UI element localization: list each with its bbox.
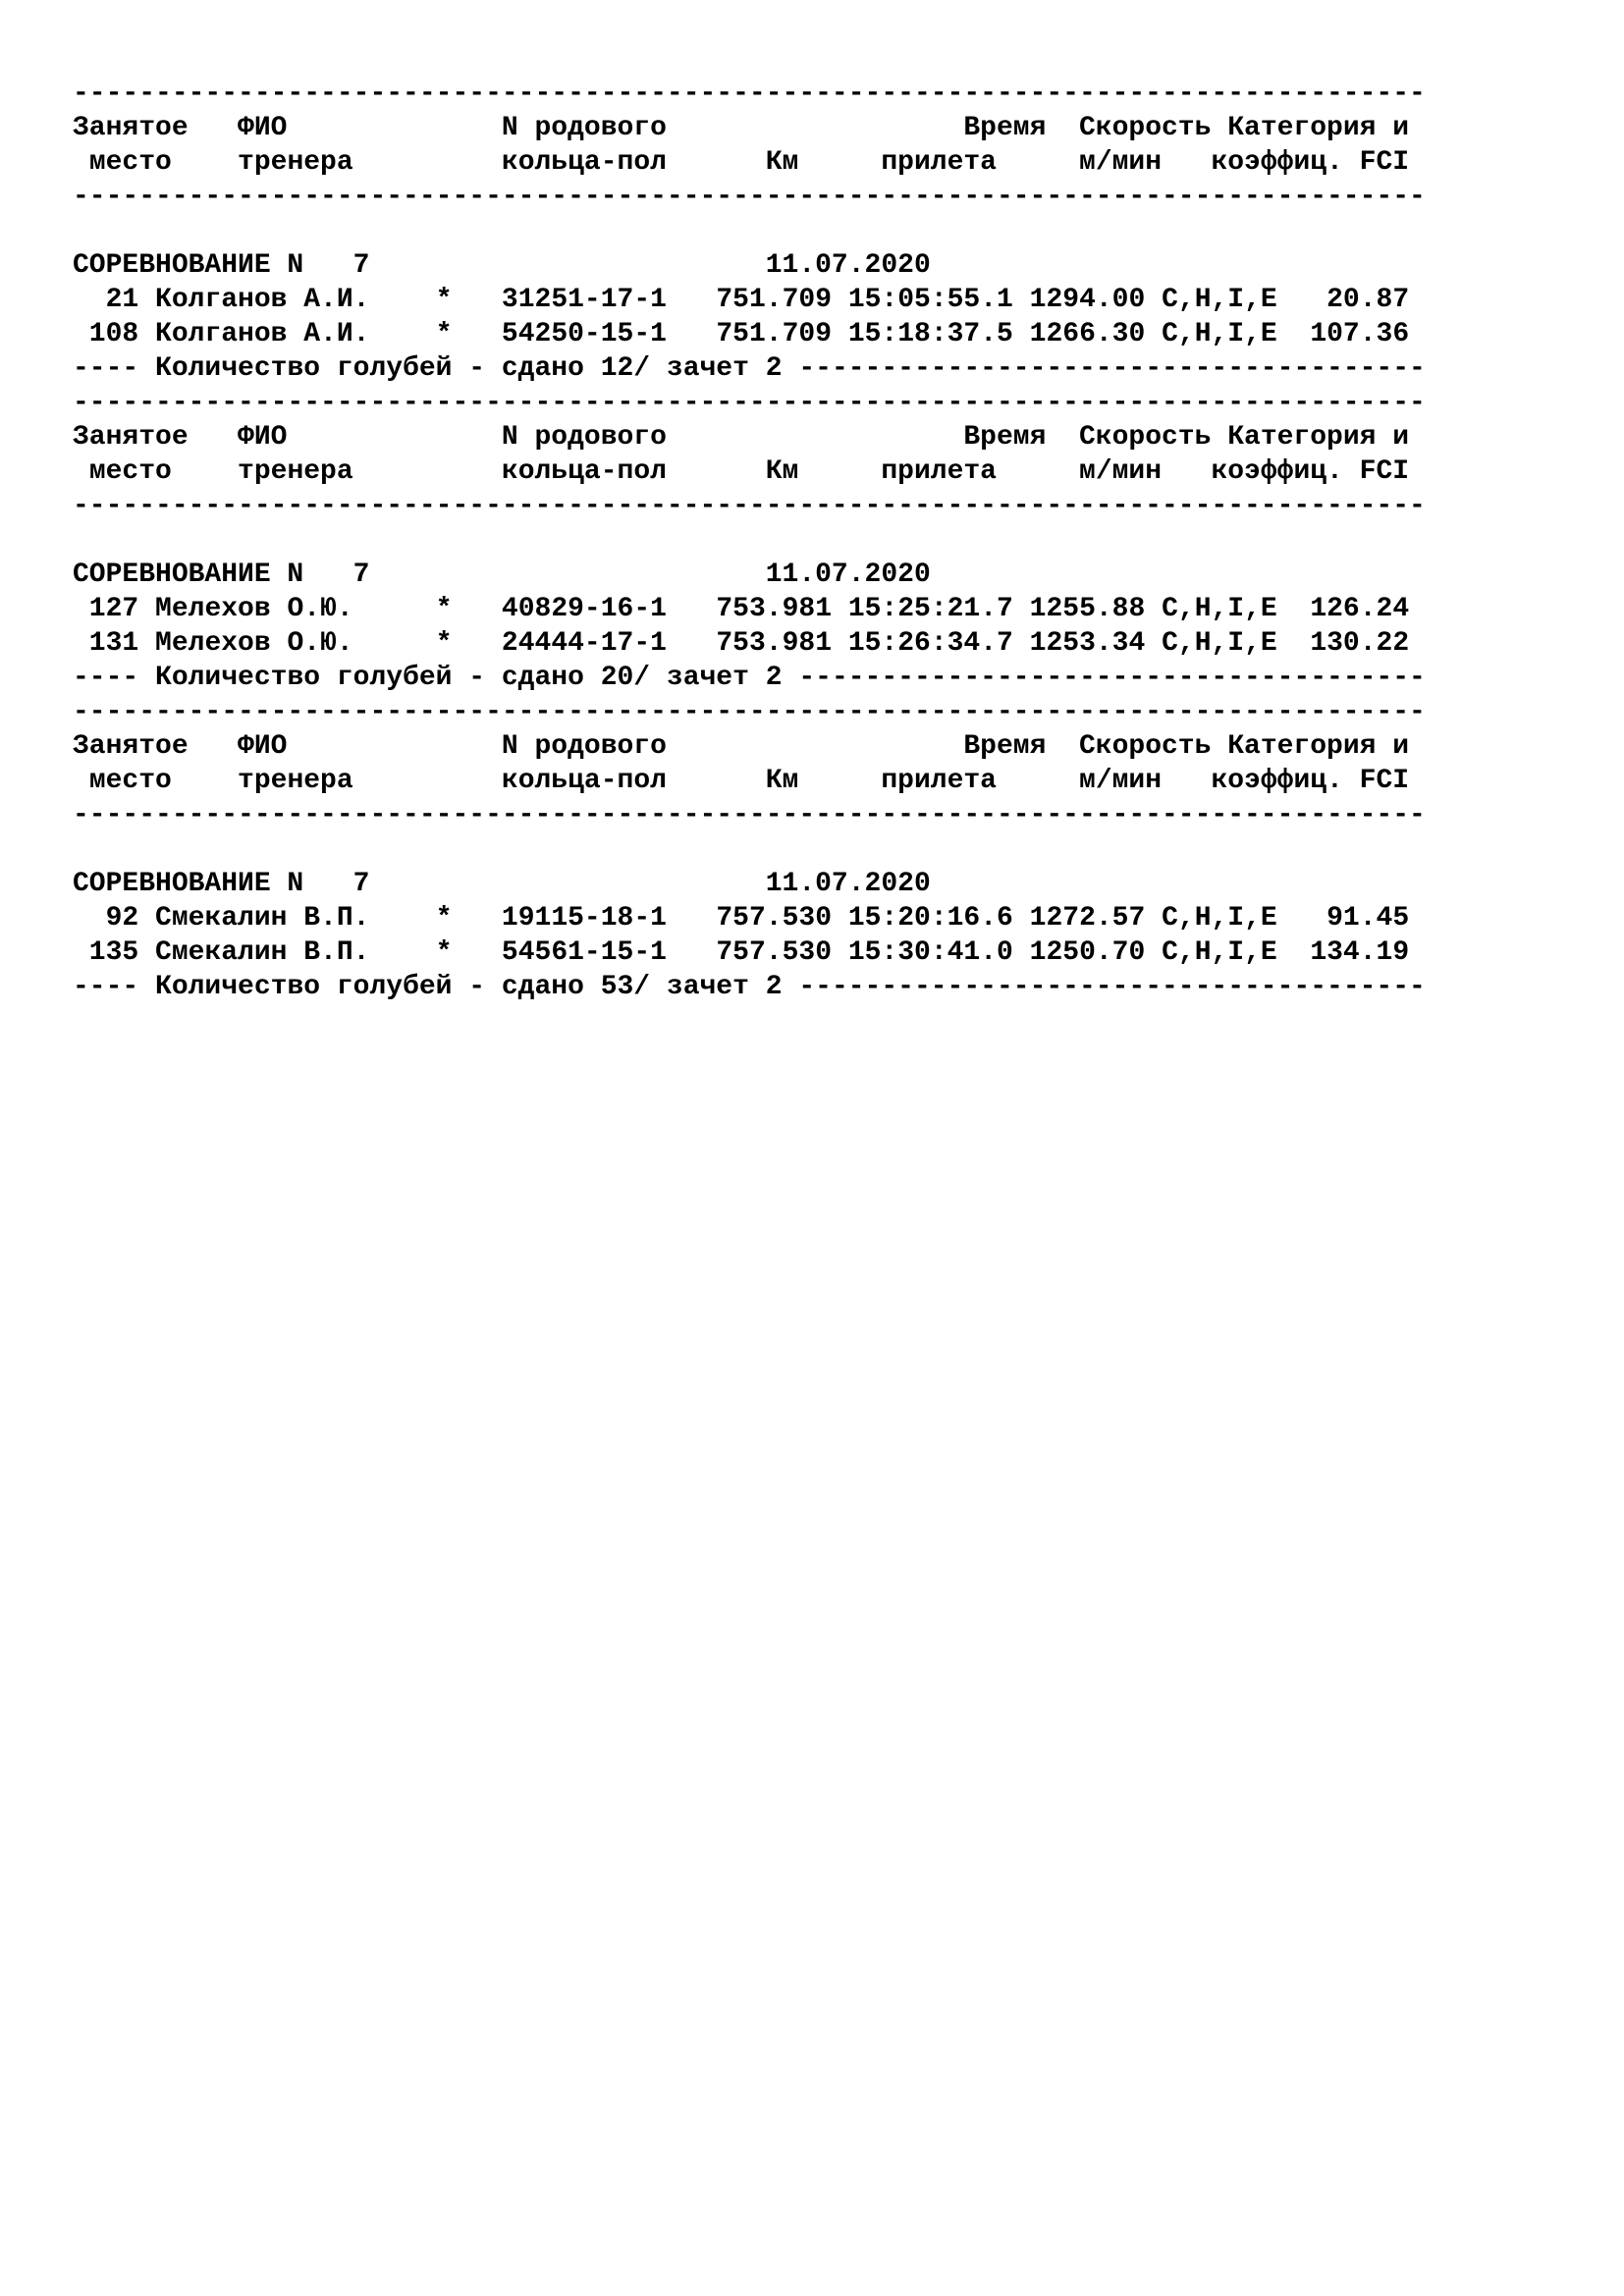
place-cell: 131 [73,628,139,659]
header-km: Км [765,766,882,796]
spacer [1013,594,1030,624]
competition-date: 11.07.2020 [765,869,931,899]
header-fci: FCI [1359,766,1410,796]
ring-cell: 31251-17-1 [501,285,667,315]
header-time: Время [881,422,1047,453]
summary-line [73,970,1555,1004]
time-cell: 15:26:34.7 [847,628,1013,659]
place-cell: 127 [73,594,139,624]
spacer [1145,319,1162,349]
header-name-2: тренера [238,766,502,796]
header-time-2: прилета [881,456,1063,487]
separator-line: ---------------------------------------------------------------------------------- [73,79,1426,109]
km-cell: 757.530 [716,903,832,934]
category-cell: C,H,I,E [1162,594,1277,624]
competition-date: 11.07.2020 [765,250,931,281]
spacer: ---- [73,663,156,693]
spacer [766,422,882,453]
spacer [138,628,155,659]
spacer [1013,628,1030,659]
speed-cell: 1266.30 [1029,319,1146,349]
separator-line: ---------------------------------------------------------------------------------- [73,491,1426,521]
spacer: ---- [73,353,156,384]
place-cell: 92 [73,903,139,934]
fci-cell: 130.22 [1276,628,1410,659]
header-place-2: место [88,147,222,178]
spacer [1145,937,1162,968]
time-cell: 15:20:16.6 [847,903,1013,934]
category-cell: C,H,I,E [1162,285,1277,315]
competition-name: СОРЕВНОВАНИЕ N 7 [73,869,766,899]
mark-cell: * [435,903,453,934]
spacer [766,113,882,143]
column-header-row-1 [73,111,1555,145]
spacer [221,147,238,178]
header-fci: FCI [1359,147,1410,178]
fci-cell: 134.19 [1276,937,1410,968]
ring-cell: 19115-18-1 [501,903,667,934]
spacer [667,628,716,659]
header-place-2: место [88,456,222,487]
ring-cell: 54250-15-1 [501,319,667,349]
header-place: Занятое [73,422,239,453]
mark-cell: * [435,594,453,624]
competition-name: СОРЕВНОВАНИЕ N 7 [73,560,766,590]
spacer [138,903,155,934]
spacer [667,594,716,624]
header-category: Категория и [1227,731,1410,762]
ring-cell: 24444-17-1 [501,628,667,659]
competition-date: 11.07.2020 [765,560,931,590]
header-fci: FCI [1359,456,1410,487]
trainer-name-cell: Колганов А.И. [155,319,436,349]
result-row [73,901,1555,935]
speed-cell: 1250.70 [1029,937,1146,968]
spacer [73,456,89,487]
spacer [453,285,502,315]
spacer [1062,766,1079,796]
header-category: Категория и [1227,113,1410,143]
header-speed-2: м/мин [1079,456,1212,487]
speed-cell: 1294.00 [1029,285,1146,315]
result-row [73,283,1555,317]
summary-line [73,661,1555,695]
header-ring-2: кольца-пол [501,766,766,796]
trainer-name-cell: Смекалин В.П. [155,903,436,934]
spacer [667,903,716,934]
spacer [766,731,882,762]
header-category: Категория и [1227,422,1410,453]
column-header-row-2 [73,145,1555,180]
header-time: Время [881,113,1047,143]
separator-line: ---------------------------------------------------------------------------------- [73,697,1426,727]
summary-line [73,351,1555,386]
spacer [1062,147,1079,178]
result-row [73,935,1555,970]
spacer [1013,285,1030,315]
speed-cell: 1272.57 [1029,903,1146,934]
header-place: Занятое [73,113,239,143]
fci-cell: 126.24 [1276,594,1410,624]
spacer [453,628,502,659]
category-cell: C,H,I,E [1162,319,1277,349]
fci-cell: 91.45 [1276,903,1410,934]
summary-text: Количество голубей - сдано 12/ зачет 2 [155,353,783,384]
header-name-2: тренера [238,147,502,178]
header-ring: N родового [501,422,766,453]
separator-line: ---------------------------------------------------------------------------------- [73,800,1426,830]
header-speed-2: м/мин [1079,766,1212,796]
mark-cell: * [435,628,453,659]
speed-cell: 1253.34 [1029,628,1146,659]
place-cell: 21 [73,285,139,315]
result-row [73,317,1555,351]
column-header-row-2 [73,764,1555,798]
mark-cell: * [435,285,453,315]
header-speed: Скорость [1078,113,1228,143]
summary-text: Количество голубей - сдано 53/ зачет 2 [155,972,783,1002]
km-cell: 751.709 [716,319,832,349]
spacer [138,594,155,624]
result-row [73,626,1555,661]
competition-title [73,558,1555,592]
results-report [73,77,1555,1004]
header-ring: N родового [501,113,766,143]
separator-line: ---------------------------------------------------------------------------------- [73,182,1426,212]
column-header-row-2 [73,454,1555,489]
header-time: Время [881,731,1047,762]
header-time-2: прилета [881,147,1063,178]
spacer [1013,937,1030,968]
header-category-2: коэффиц. [1211,456,1360,487]
column-header-row-1 [73,729,1555,764]
spacer [667,937,716,968]
header-name: ФИО [238,422,502,453]
spacer [1062,456,1079,487]
time-cell: 15:25:21.7 [847,594,1013,624]
header-category-2: коэффиц. [1211,766,1360,796]
spacer [1046,422,1079,453]
spacer: -------------------------------------- [782,972,1426,1002]
fci-cell: 107.36 [1276,319,1410,349]
mark-cell: * [435,319,453,349]
header-speed: Скорость [1078,422,1228,453]
spacer [453,937,502,968]
header-name: ФИО [238,731,502,762]
header-speed: Скорость [1078,731,1228,762]
km-cell: 751.709 [716,285,832,315]
spacer [1046,113,1079,143]
category-cell: C,H,I,E [1162,937,1277,968]
spacer [221,766,238,796]
spacer [73,766,89,796]
spacer [832,937,848,968]
spacer [1145,594,1162,624]
spacer [138,285,155,315]
competition-title [73,867,1555,901]
category-cell: C,H,I,E [1162,903,1277,934]
header-ring-2: кольца-пол [501,456,766,487]
header-place-2: место [88,766,222,796]
spacer [832,903,848,934]
summary-text: Количество голубей - сдано 20/ зачет 2 [155,663,783,693]
time-cell: 15:18:37.5 [847,319,1013,349]
trainer-name-cell: Мелехов О.Ю. [155,594,436,624]
spacer [138,319,155,349]
header-speed-2: м/мин [1079,147,1212,178]
trainer-name-cell: Мелехов О.Ю. [155,628,436,659]
spacer: -------------------------------------- [782,663,1426,693]
blank-line [73,214,1555,248]
spacer [221,456,238,487]
spacer [1013,319,1030,349]
time-cell: 15:05:55.1 [847,285,1013,315]
header-km: Км [765,147,882,178]
spacer [1145,903,1162,934]
spacer [1145,628,1162,659]
trainer-name-cell: Колганов А.И. [155,285,436,315]
spacer [667,285,716,315]
spacer: -------------------------------------- [782,353,1426,384]
mark-cell: * [435,937,453,968]
km-cell: 753.981 [716,628,832,659]
blank-line [73,832,1555,867]
ring-cell: 40829-16-1 [501,594,667,624]
header-name-2: тренера [238,456,502,487]
speed-cell: 1255.88 [1029,594,1146,624]
separator-line: ---------------------------------------------------------------------------------- [73,388,1426,418]
spacer [1013,903,1030,934]
spacer [667,319,716,349]
spacer [832,628,848,659]
place-cell: 135 [73,937,139,968]
result-row [73,592,1555,626]
spacer [453,319,502,349]
place-cell: 108 [73,319,139,349]
header-ring: N родового [501,731,766,762]
spacer [1145,285,1162,315]
spacer [453,903,502,934]
header-name: ФИО [238,113,502,143]
column-header-row-1 [73,420,1555,454]
competition-name: СОРЕВНОВАНИЕ N 7 [73,250,766,281]
ring-cell: 54561-15-1 [501,937,667,968]
spacer [453,594,502,624]
header-km: Км [765,456,882,487]
spacer: ---- [73,972,156,1002]
trainer-name-cell: Смекалин В.П. [155,937,436,968]
fci-cell: 20.87 [1276,285,1410,315]
spacer [138,937,155,968]
header-ring-2: кольца-пол [501,147,766,178]
km-cell: 757.530 [716,937,832,968]
time-cell: 15:30:41.0 [847,937,1013,968]
header-place: Занятое [73,731,239,762]
header-time-2: прилета [881,766,1063,796]
spacer [832,285,848,315]
header-category-2: коэффиц. [1211,147,1360,178]
km-cell: 753.981 [716,594,832,624]
spacer [832,594,848,624]
competition-title [73,248,1555,283]
spacer [832,319,848,349]
spacer [1046,731,1079,762]
spacer [73,147,89,178]
category-cell: C,H,I,E [1162,628,1277,659]
blank-line [73,523,1555,558]
